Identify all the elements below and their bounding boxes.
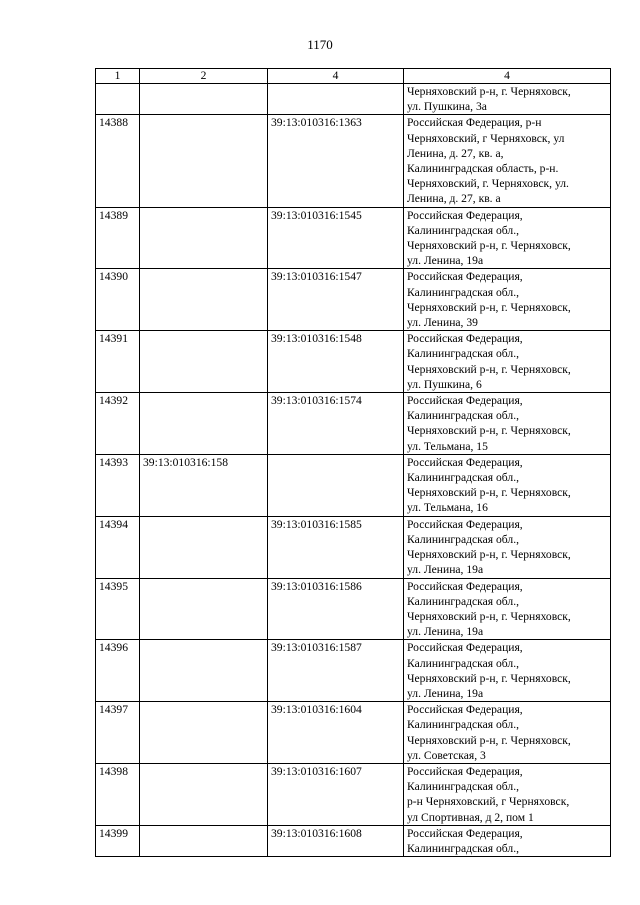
row-number-cell: 14395 [96, 578, 140, 640]
table-row [96, 269, 611, 331]
cadastral-number-cell: 39:13:010316:1545 [268, 207, 404, 269]
table-row [96, 454, 611, 516]
column-header-1: 1 [96, 69, 140, 84]
table-row [96, 207, 611, 269]
table-row [96, 702, 611, 764]
table-body [96, 84, 611, 857]
row-number-cell: 14389 [96, 207, 140, 269]
row-number-cell: 14390 [96, 269, 140, 331]
table-row [96, 331, 611, 393]
cadastral-number-cell [140, 702, 268, 764]
table-row [96, 84, 611, 115]
address-cell: Российская Федерация, Калининградская обл., Черняховский р-н, г. Черняховск, ул. Пушкина, 6 [404, 331, 611, 393]
cadastral-number-cell: 39:13:010316:158 [140, 454, 268, 516]
cadastral-number-cell [140, 115, 268, 207]
cadastral-number-cell [140, 393, 268, 455]
table-row [96, 763, 611, 825]
registry-table [95, 68, 611, 857]
header-row [96, 69, 611, 84]
cadastral-number-cell [140, 578, 268, 640]
address-cell: Российская Федерация, Калининградская обл., Черняховский р-н, г. Черняховск, ул. Тельмана, 15 [404, 393, 611, 455]
address-cell: Российская Федерация, Калининградская обл., Черняховский р-н, г. Черняховск, ул. Советская, 3 [404, 702, 611, 764]
cadastral-number-cell [140, 331, 268, 393]
cadastral-number-cell [140, 207, 268, 269]
address-cell: Российская Федерация, Калининградская обл., Черняховский р-н, г. Черняховск, ул. Ленина, 19а [404, 516, 611, 578]
address-cell: Российская Федерация, Калининградская обл., Черняховский р-н, г. Черняховск, ул. Тельмана, 16 [404, 454, 611, 516]
address-cell: Российская Федерация, Калининградская обл., Черняховский р-н, г. Черняховск, ул. Ленина, 19а [404, 640, 611, 702]
cadastral-number-cell: 39:13:010316:1548 [268, 331, 404, 393]
row-number-cell: 14394 [96, 516, 140, 578]
address-cell: Российская Федерация, Калининградская обл., Черняховский р-н, г. Черняховск, ул. Ленина, 19а [404, 207, 611, 269]
table-row [96, 516, 611, 578]
row-number-cell [96, 84, 140, 115]
address-cell: Российская Федерация, Калининградская обл., р-н Черняховский, г Черняховск, ул Спортивная, д 2, пом 1 [404, 763, 611, 825]
row-number-cell: 14399 [96, 825, 140, 856]
table-row [96, 393, 611, 455]
cadastral-number-cell: 39:13:010316:1608 [268, 825, 404, 856]
cadastral-number-cell: 39:13:010316:1607 [268, 763, 404, 825]
column-header-4: 4 [404, 69, 611, 84]
cadastral-number-cell [140, 516, 268, 578]
cadastral-number-cell: 39:13:010316:1574 [268, 393, 404, 455]
cadastral-number-cell [268, 84, 404, 115]
table-row [96, 115, 611, 207]
cadastral-number-cell: 39:13:010316:1585 [268, 516, 404, 578]
cadastral-number-cell [140, 640, 268, 702]
row-number-cell: 14392 [96, 393, 140, 455]
row-number-cell: 14391 [96, 331, 140, 393]
row-number-cell: 14396 [96, 640, 140, 702]
address-cell: Российская Федерация, Калининградская обл., [404, 825, 611, 856]
cadastral-number-cell [140, 763, 268, 825]
cadastral-number-cell [140, 84, 268, 115]
column-header-2: 2 [140, 69, 268, 84]
column-header-3: 4 [268, 69, 404, 84]
row-number-cell: 14393 [96, 454, 140, 516]
cadastral-number-cell: 39:13:010316:1587 [268, 640, 404, 702]
cadastral-number-cell: 39:13:010316:1586 [268, 578, 404, 640]
table-row [96, 825, 611, 856]
address-cell: Черняховский р-н, г. Черняховск, ул. Пушкина, 3а [404, 84, 611, 115]
cadastral-number-cell: 39:13:010316:1604 [268, 702, 404, 764]
address-cell: Российская Федерация, Калининградская обл., Черняховский р-н, г. Черняховск, ул. Ленина, 39 [404, 269, 611, 331]
cadastral-number-cell [268, 454, 404, 516]
row-number-cell: 14388 [96, 115, 140, 207]
address-cell: Российская Федерация, р-н Черняховский, г Черняховск, ул Ленина, д. 27, кв. а, Калининградская область, р-н. Черняховский, г. Черняховск, ул. Ленина, д. 27, кв. а [404, 115, 611, 207]
table-row [96, 578, 611, 640]
row-number-cell: 14398 [96, 763, 140, 825]
row-number-cell: 14397 [96, 702, 140, 764]
table-row [96, 640, 611, 702]
cadastral-number-cell: 39:13:010316:1363 [268, 115, 404, 207]
table-header [96, 69, 611, 84]
cadastral-number-cell [140, 825, 268, 856]
cadastral-number-cell [140, 269, 268, 331]
address-cell: Российская Федерация, Калининградская обл., Черняховский р-н, г. Черняховск, ул. Ленина, 19а [404, 578, 611, 640]
page-number: 1170 [307, 37, 333, 52]
cadastral-number-cell: 39:13:010316:1547 [268, 269, 404, 331]
